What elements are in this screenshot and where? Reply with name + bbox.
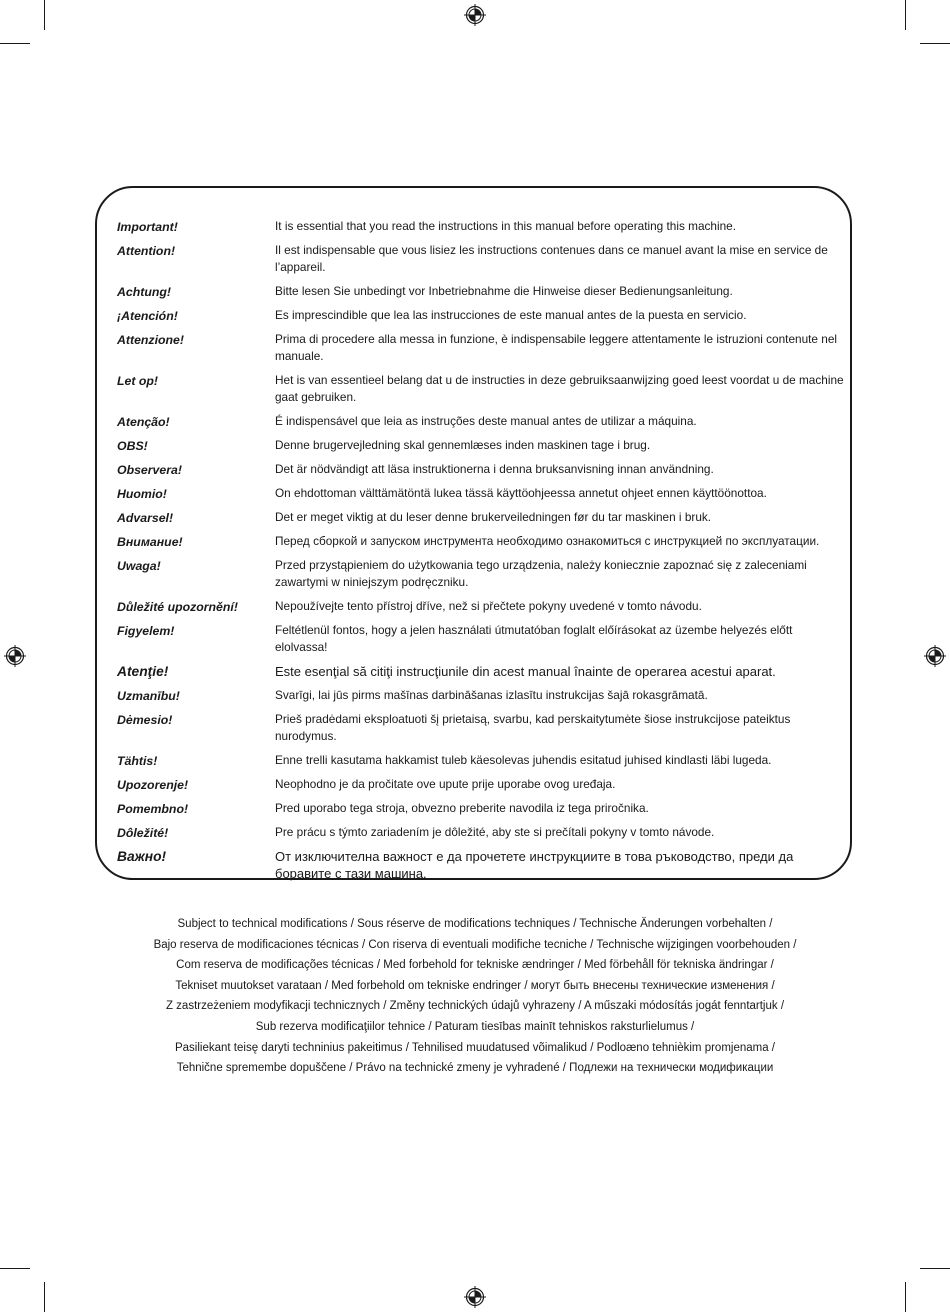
warning-row <box>117 372 847 406</box>
warning-label: Pomembno! <box>117 802 189 816</box>
registration-bottom-icon <box>464 1286 486 1308</box>
warning-label: Let op! <box>117 374 158 388</box>
warning-text: Enne trelli kasutama hakkamist tuleb käesolevas juhendis esitatud juhised kindlasti läbi lugeda. <box>275 753 772 767</box>
warning-label: Atenção! <box>117 415 170 429</box>
warning-text: Feltétlenül fontos, hogy a jelen használati útmutatóban foglalt előírásokat az üzembe helyezés előtt elolvassa! <box>275 623 793 654</box>
warning-text: Svarīgi, lai jūs pirms mašīnas darbināšanas izlasītu instrukcijas šajā rokasgrāmatā. <box>275 688 708 702</box>
warning-row <box>117 283 847 300</box>
warning-row <box>117 533 847 550</box>
warning-text: Nepoužívejte tento přístroj dříve, než si přečtete pokyny uvedené v tomto návodu. <box>275 599 702 613</box>
warning-text: Prieš pradėdami eksploatuoti šį prietaisą, svarbu, kad perskaitytumėte šiose instrukcijose pateiktus nurodymus. <box>275 712 791 743</box>
crop-mark-bottom-right-horizontal <box>920 1268 950 1269</box>
warning-row <box>117 824 847 841</box>
warning-label: Dėmesio! <box>117 713 173 727</box>
warning-label: Důležité upozornění! <box>117 600 238 614</box>
warning-label: ¡Atención! <box>117 309 178 323</box>
footer-line: Sub rezerva modificaţiilor tehnice / Paturam tiesības mainīt tehniskos raksturlielumus / <box>255 1020 695 1033</box>
warning-text: Neophodno je da pročitate ove upute prije uporabe ovog uređaja. <box>275 777 616 791</box>
warning-row <box>117 622 847 656</box>
warning-label: Важно! <box>117 849 167 864</box>
registration-top-icon <box>464 4 486 26</box>
warning-label: Advarsel! <box>117 511 174 525</box>
warning-label: Tähtis! <box>117 754 158 768</box>
warning-row <box>117 663 847 680</box>
warning-row <box>117 307 847 324</box>
warning-text: Det er meget viktig at du leser denne brukerveiledningen før du tar maskinen i bruk. <box>275 510 712 524</box>
technical-modifications-notice <box>0 914 950 1079</box>
warning-label: Achtung! <box>117 285 171 299</box>
warning-text: Przed przystąpieniem do użytkowania tego urządzenia, należy koniecznie zapoznać się z zaleceniami zawartymi w niniejszym podręczniku. <box>275 558 807 589</box>
crop-mark-top-left-horizontal <box>0 43 30 44</box>
crop-mark-top-left-vertical <box>44 0 45 30</box>
warning-row <box>117 437 847 454</box>
warning-row <box>117 776 847 793</box>
warning-text: Bitte lesen Sie unbedingt vor Inbetriebnahme die Hinweise dieser Bedienungsanleitung. <box>275 284 733 298</box>
footer-line: Pasiliekant teisę daryti techninius pakeitimus / Tehnilised muudatused võimalikud / Podloæno tehnièkim promjenama / <box>174 1041 776 1054</box>
warning-text: Det är nödvändigt att läsa instruktionerna i denna bruksanvisning innan användning. <box>275 462 714 476</box>
warning-label: OBS! <box>117 439 148 453</box>
warning-text: Het is van essentieel belang dat u de instructies in deze gebruiksaanwijzing goed leest voordat u de machine gaat gebruiken. <box>275 373 844 404</box>
warning-row <box>117 509 847 526</box>
warning-label: Внимание! <box>117 535 183 549</box>
warning-label: Upozorenje! <box>117 778 189 792</box>
warning-text: Prima di procedere alla messa in funzione, è indispensabile leggere attentamente le istruzioni contenute nel manuale. <box>275 332 837 363</box>
warning-box <box>95 186 852 880</box>
warning-row <box>117 711 847 745</box>
warning-row <box>117 848 847 882</box>
footer-line: Bajo reserva de modificaciones técnicas / Con riserva di eventuali modifiche tecniche / Technische wijzigingen voorbehouden / <box>153 938 797 951</box>
crop-mark-bottom-left-horizontal <box>0 1268 30 1269</box>
warning-text: От изключителна важност е да прочетете инструкциите в това ръководство, преди да боравите с тази машина. <box>275 849 794 881</box>
warning-text: Pre prácu s týmto zariadením je dôležité, aby ste si prečítali pokyny v tomto návode. <box>275 825 715 839</box>
warning-row <box>117 218 847 235</box>
warning-label: Dôležité! <box>117 826 169 840</box>
footer-line: Subject to technical modifications / Sous réserve de modifications techniques / Technische Änderungen vorbehalten / <box>177 918 773 930</box>
footer-line: Com reserva de modificações técnicas / Med forbehold for tekniske ændringer / Med förbehåll för tekniska ändringar / <box>176 959 774 972</box>
footer-line: Z zastrzeżeniem modyfikacji technicznych / Změny technických údajů vyhrazeny / A műszaki módosítás jogát fenntartjuk / <box>165 1000 785 1013</box>
warning-label: Attention! <box>117 244 176 258</box>
warning-text: Este esenţial să citiţi instrucţiunile din acest manual înainte de operarea acestui aparat. <box>275 664 776 679</box>
warning-text: On ehdottoman välttämätöntä lukea tässä käyttöohjeessa annetut ohjeet ennen käyttöönottoa. <box>275 486 767 500</box>
warning-label: Uzmanību! <box>117 689 180 703</box>
warning-label: Important! <box>117 220 178 234</box>
warning-row <box>117 242 847 276</box>
warning-label: Uwaga! <box>117 559 161 573</box>
warning-row <box>117 557 847 591</box>
warning-list <box>117 218 847 889</box>
warning-text: It is essential that you read the instructions in this manual before operating this machine. <box>275 219 736 233</box>
crop-mark-top-right-horizontal <box>920 43 950 44</box>
warning-label: Huomio! <box>117 487 167 501</box>
warning-row <box>117 413 847 430</box>
warning-text: Pred uporabo tega stroja, obvezno preberite navodila iz tega priročnika. <box>275 801 649 815</box>
warning-row <box>117 598 847 615</box>
warning-row <box>117 331 847 365</box>
warning-label: Attenzione! <box>117 333 184 347</box>
crop-mark-top-right-vertical <box>905 0 906 30</box>
warning-text: É indispensável que leia as instruções deste manual antes de utilizar a máquina. <box>275 414 697 428</box>
warning-row <box>117 800 847 817</box>
warning-row <box>117 485 847 502</box>
warning-row <box>117 687 847 704</box>
warning-label: Observera! <box>117 463 182 477</box>
warning-text: Il est indispensable que vous lisiez les instructions contenues dans ce manuel avant la mise en service de l’appareil. <box>275 243 828 274</box>
footer-line: Tekniset muutokset varataan / Med forbehold om tekniske endringer / могут быть внесены технические изменения / <box>175 979 775 992</box>
crop-mark-bottom-right-vertical <box>905 1282 906 1312</box>
warning-text: Es imprescindible que lea las instrucciones de este manual antes de la puesta en servicio. <box>275 308 747 322</box>
warning-text: Перед сборкой и запуском инструмента необходимо ознакомиться с инструкцией по эксплуатации. <box>275 534 820 548</box>
registration-left-icon <box>4 645 26 667</box>
crop-mark-bottom-left-vertical <box>44 1282 45 1312</box>
warning-row <box>117 461 847 478</box>
warning-row <box>117 752 847 769</box>
footer-line: Tehnične spremembe dopuščene / Právo na technické zmeny je vyhradené / Подлежи на технически модификации <box>176 1062 774 1075</box>
warning-label: Atenţie! <box>117 664 169 679</box>
registration-right-icon <box>924 645 946 667</box>
warning-text: Denne brugervejledning skal gennemlæses inden maskinen tage i brug. <box>275 438 651 452</box>
warning-label: Figyelem! <box>117 624 175 638</box>
